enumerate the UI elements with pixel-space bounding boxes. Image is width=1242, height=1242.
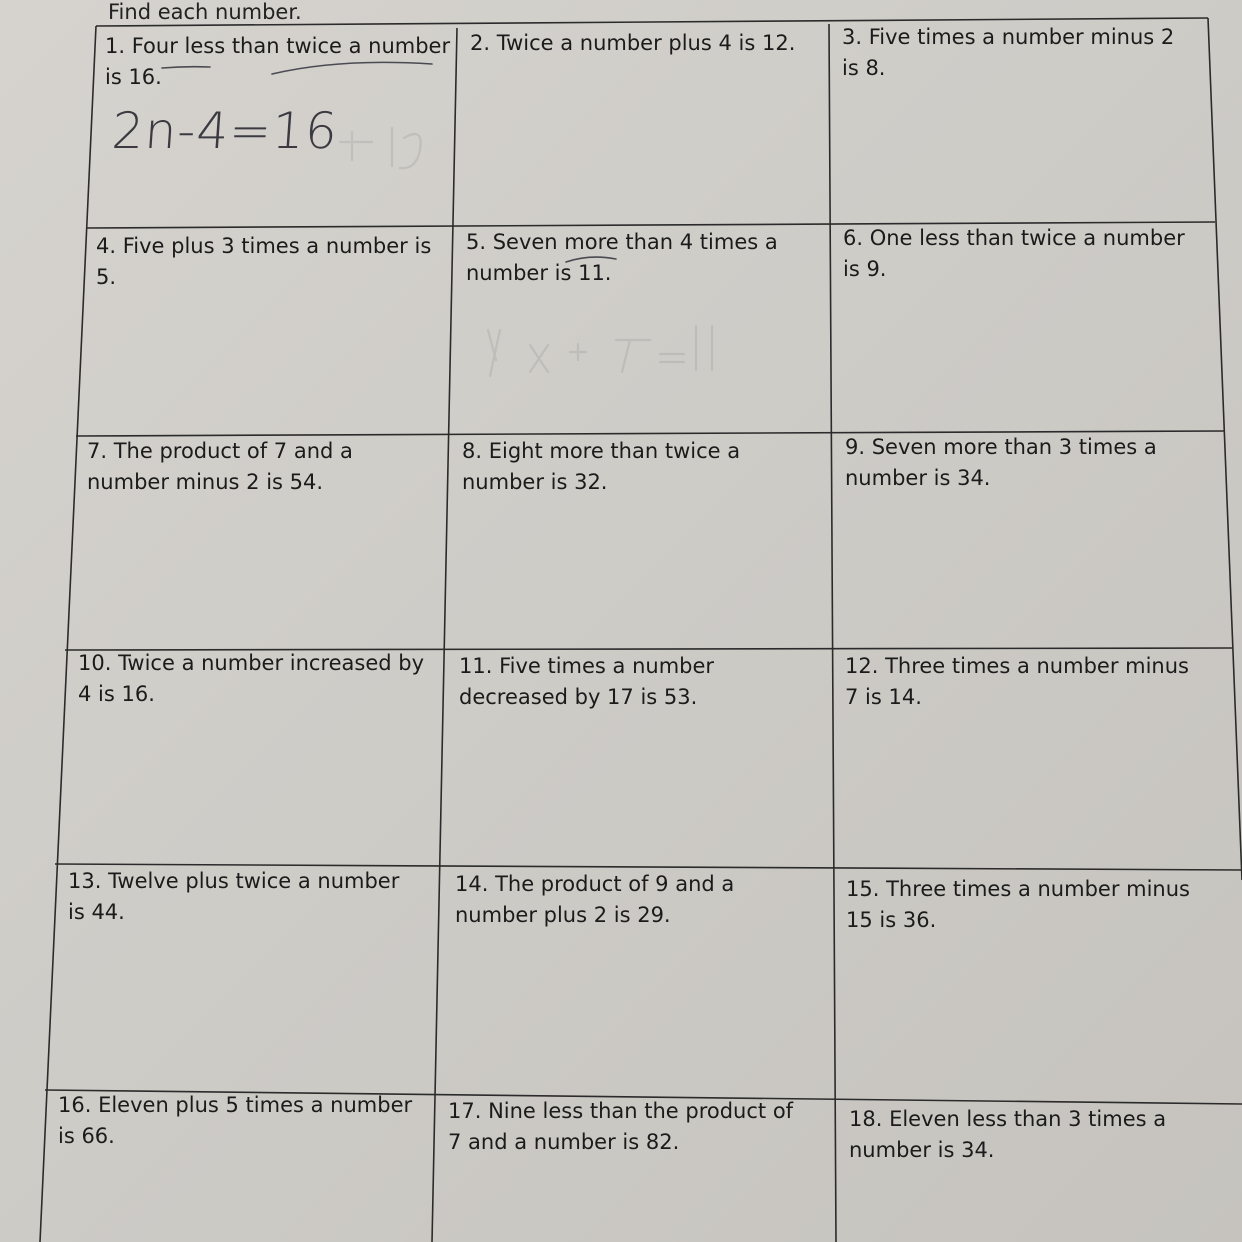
problem-12-line-1: 12. Three times a number minus bbox=[845, 654, 1189, 678]
problem-10-line-1: 10. Twice a number increased by bbox=[78, 651, 425, 675]
problem-15-line-2: 15 is 36. bbox=[846, 908, 937, 932]
erased-mark-1b bbox=[392, 128, 421, 168]
problem-2-line-1: 2. Twice a number plus 4 is 12. bbox=[470, 31, 796, 55]
problem-5-line-2: number is 11. bbox=[466, 261, 612, 285]
problem-8-line-1: 8. Eight more than twice a bbox=[462, 439, 741, 463]
problem-15-line-1: 15. Three times a number minus bbox=[846, 877, 1190, 901]
erased-mark-5a bbox=[488, 330, 500, 376]
problem-16-line-1: 16. Eleven plus 5 times a number bbox=[58, 1093, 413, 1117]
problem-7-line-1: 7. The product of 7 and a bbox=[87, 439, 353, 463]
problem-13-line-1: 13. Twelve plus twice a number bbox=[68, 869, 400, 893]
problem-14-line-2: number plus 2 is 29. bbox=[455, 903, 671, 927]
instructions-heading: Find each number. bbox=[108, 0, 302, 24]
problem-1-line-1: 1. Four less than twice a number bbox=[105, 34, 451, 58]
problem-14-line-1: 14. The product of 9 and a bbox=[455, 872, 735, 896]
erased-mark-5e bbox=[660, 354, 684, 362]
problem-18-line-2: number is 34. bbox=[849, 1138, 995, 1162]
problem-4-line-1: 4. Five plus 3 times a number is bbox=[96, 234, 432, 258]
problem-9-line-1: 9. Seven more than 3 times a bbox=[845, 435, 1157, 459]
problem-12-line-2: 7 is 14. bbox=[845, 685, 922, 709]
problem-6-line-1: 6. One less than twice a number bbox=[843, 226, 1185, 250]
problem-3-line-1: 3. Five times a number minus 2 bbox=[842, 25, 1175, 49]
problem-13-line-2: is 44. bbox=[68, 900, 125, 924]
handwritten-equation: 2n-4=16 bbox=[109, 102, 340, 160]
problem-6-line-2: is 9. bbox=[843, 257, 887, 281]
problem-11-line-1: 11. Five times a number bbox=[459, 654, 715, 678]
problem-7-line-2: number minus 2 is 54. bbox=[87, 470, 324, 494]
problem-17-line-2: 7 and a number is 82. bbox=[448, 1130, 680, 1154]
problem-5-line-1: 5. Seven more than 4 times a bbox=[466, 230, 778, 254]
problem-4-line-2: 5. bbox=[96, 265, 117, 289]
problem-18-line-1: 18. Eleven less than 3 times a bbox=[849, 1107, 1167, 1131]
problem-10-line-2: 4 is 16. bbox=[78, 682, 155, 706]
erased-mark-5f bbox=[696, 326, 712, 370]
erased-mark-1a bbox=[340, 132, 372, 160]
erased-mark-5d bbox=[616, 340, 650, 372]
problem-8-line-2: number is 32. bbox=[462, 470, 608, 494]
problem-16-line-2: is 66. bbox=[58, 1124, 115, 1148]
problem-1-line-2: is 16. bbox=[105, 65, 162, 89]
problem-9-line-2: number is 34. bbox=[845, 466, 991, 490]
erased-mark-5c bbox=[570, 344, 586, 360]
problem-3-line-2: is 8. bbox=[842, 56, 886, 80]
erased-mark-5b bbox=[530, 345, 548, 372]
problem-11-line-2: decreased by 17 is 53. bbox=[459, 685, 698, 709]
problem-17-line-1: 17. Nine less than the product of bbox=[448, 1099, 794, 1123]
